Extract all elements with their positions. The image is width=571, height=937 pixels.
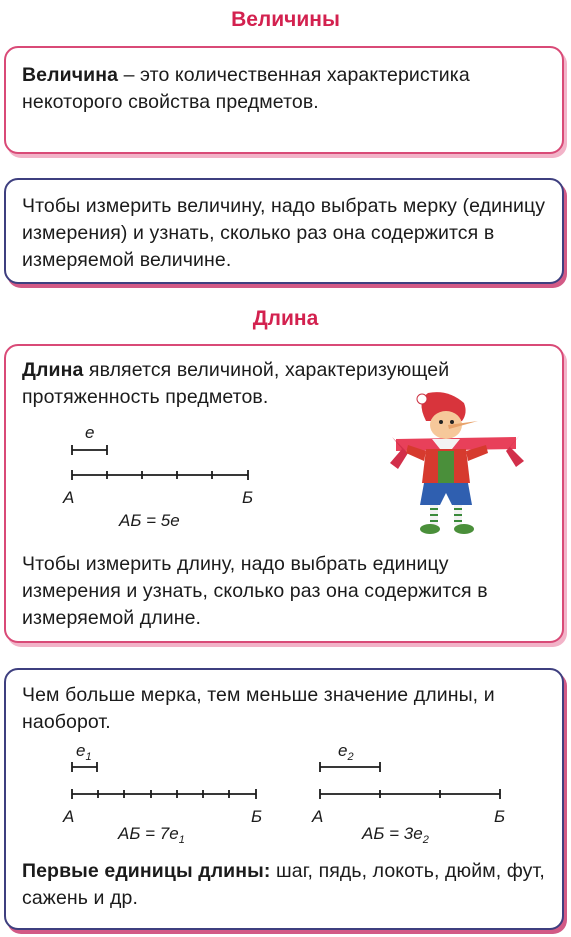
definition-box-length	[4, 344, 564, 643]
rule-measure-length: Чтобы измерить длину, надо выбрать единицу измерения и узнать, сколько раз она содержится в измеряемой длине.	[22, 553, 488, 629]
segment-diagram-5e	[6, 416, 266, 530]
definition-quantity-text: – это количественная характеристика некоторого свойства предметов.	[22, 64, 470, 113]
unit-label: e	[85, 423, 95, 442]
first-units-list: шаг, пядь, локоть, дюйм, фут, сажень и др.	[22, 860, 545, 909]
rule-box-measure-size	[4, 668, 564, 930]
first-length-units	[22, 858, 550, 912]
unit-e2-label: $e_2$	[338, 741, 354, 763]
rule-bigger-measure: Чем больше мерка, тем меньше значение длины, и наоборот.	[22, 684, 495, 733]
segment-ab	[72, 470, 248, 480]
point-a-label: А	[63, 488, 75, 507]
term-length: Длина	[22, 359, 84, 381]
segment-ab-3e2	[320, 789, 500, 799]
heading-length: Длина	[252, 307, 319, 330]
pinocchio-illustration	[386, 391, 526, 541]
formula-7e1: АБ = $7e_1$	[118, 824, 185, 846]
point-a-label-left: А	[63, 807, 75, 826]
rule-box-measure-quantity	[4, 178, 564, 284]
point-b-label-left: Б	[251, 807, 263, 826]
term-first-units: Первые единицы длины:	[22, 860, 271, 882]
formula-3e2: АБ = $3e_2$	[362, 824, 429, 846]
point-b-label-right: Б	[494, 807, 506, 826]
segment-diagram-7e1	[6, 740, 276, 846]
point-b-label: Б	[242, 488, 254, 507]
segment-diagram-3e2	[296, 740, 556, 846]
definition-box-quantity	[4, 46, 564, 154]
point-a-label-right: А	[312, 807, 324, 826]
term-quantity: Величина	[22, 64, 119, 86]
definition-length-text: является величиной, характеризующей протяженность предметов.	[22, 359, 450, 408]
heading-values: Величины	[231, 8, 340, 31]
unit-e2-measure	[320, 762, 380, 772]
definition-quantity	[22, 62, 550, 116]
unit-e1-measure	[72, 762, 97, 772]
unit-measure	[72, 445, 107, 455]
formula-5e: АБ = 5e	[119, 511, 180, 530]
unit-e1-label: $e_1$	[76, 741, 92, 763]
segment-ab-7e1	[72, 789, 256, 799]
rule-measure-quantity: Чтобы измерить величину, надо выбрать мерку (единицу измерения) и узнать, сколько раз она содержится в измеряемой величине.	[22, 195, 546, 271]
